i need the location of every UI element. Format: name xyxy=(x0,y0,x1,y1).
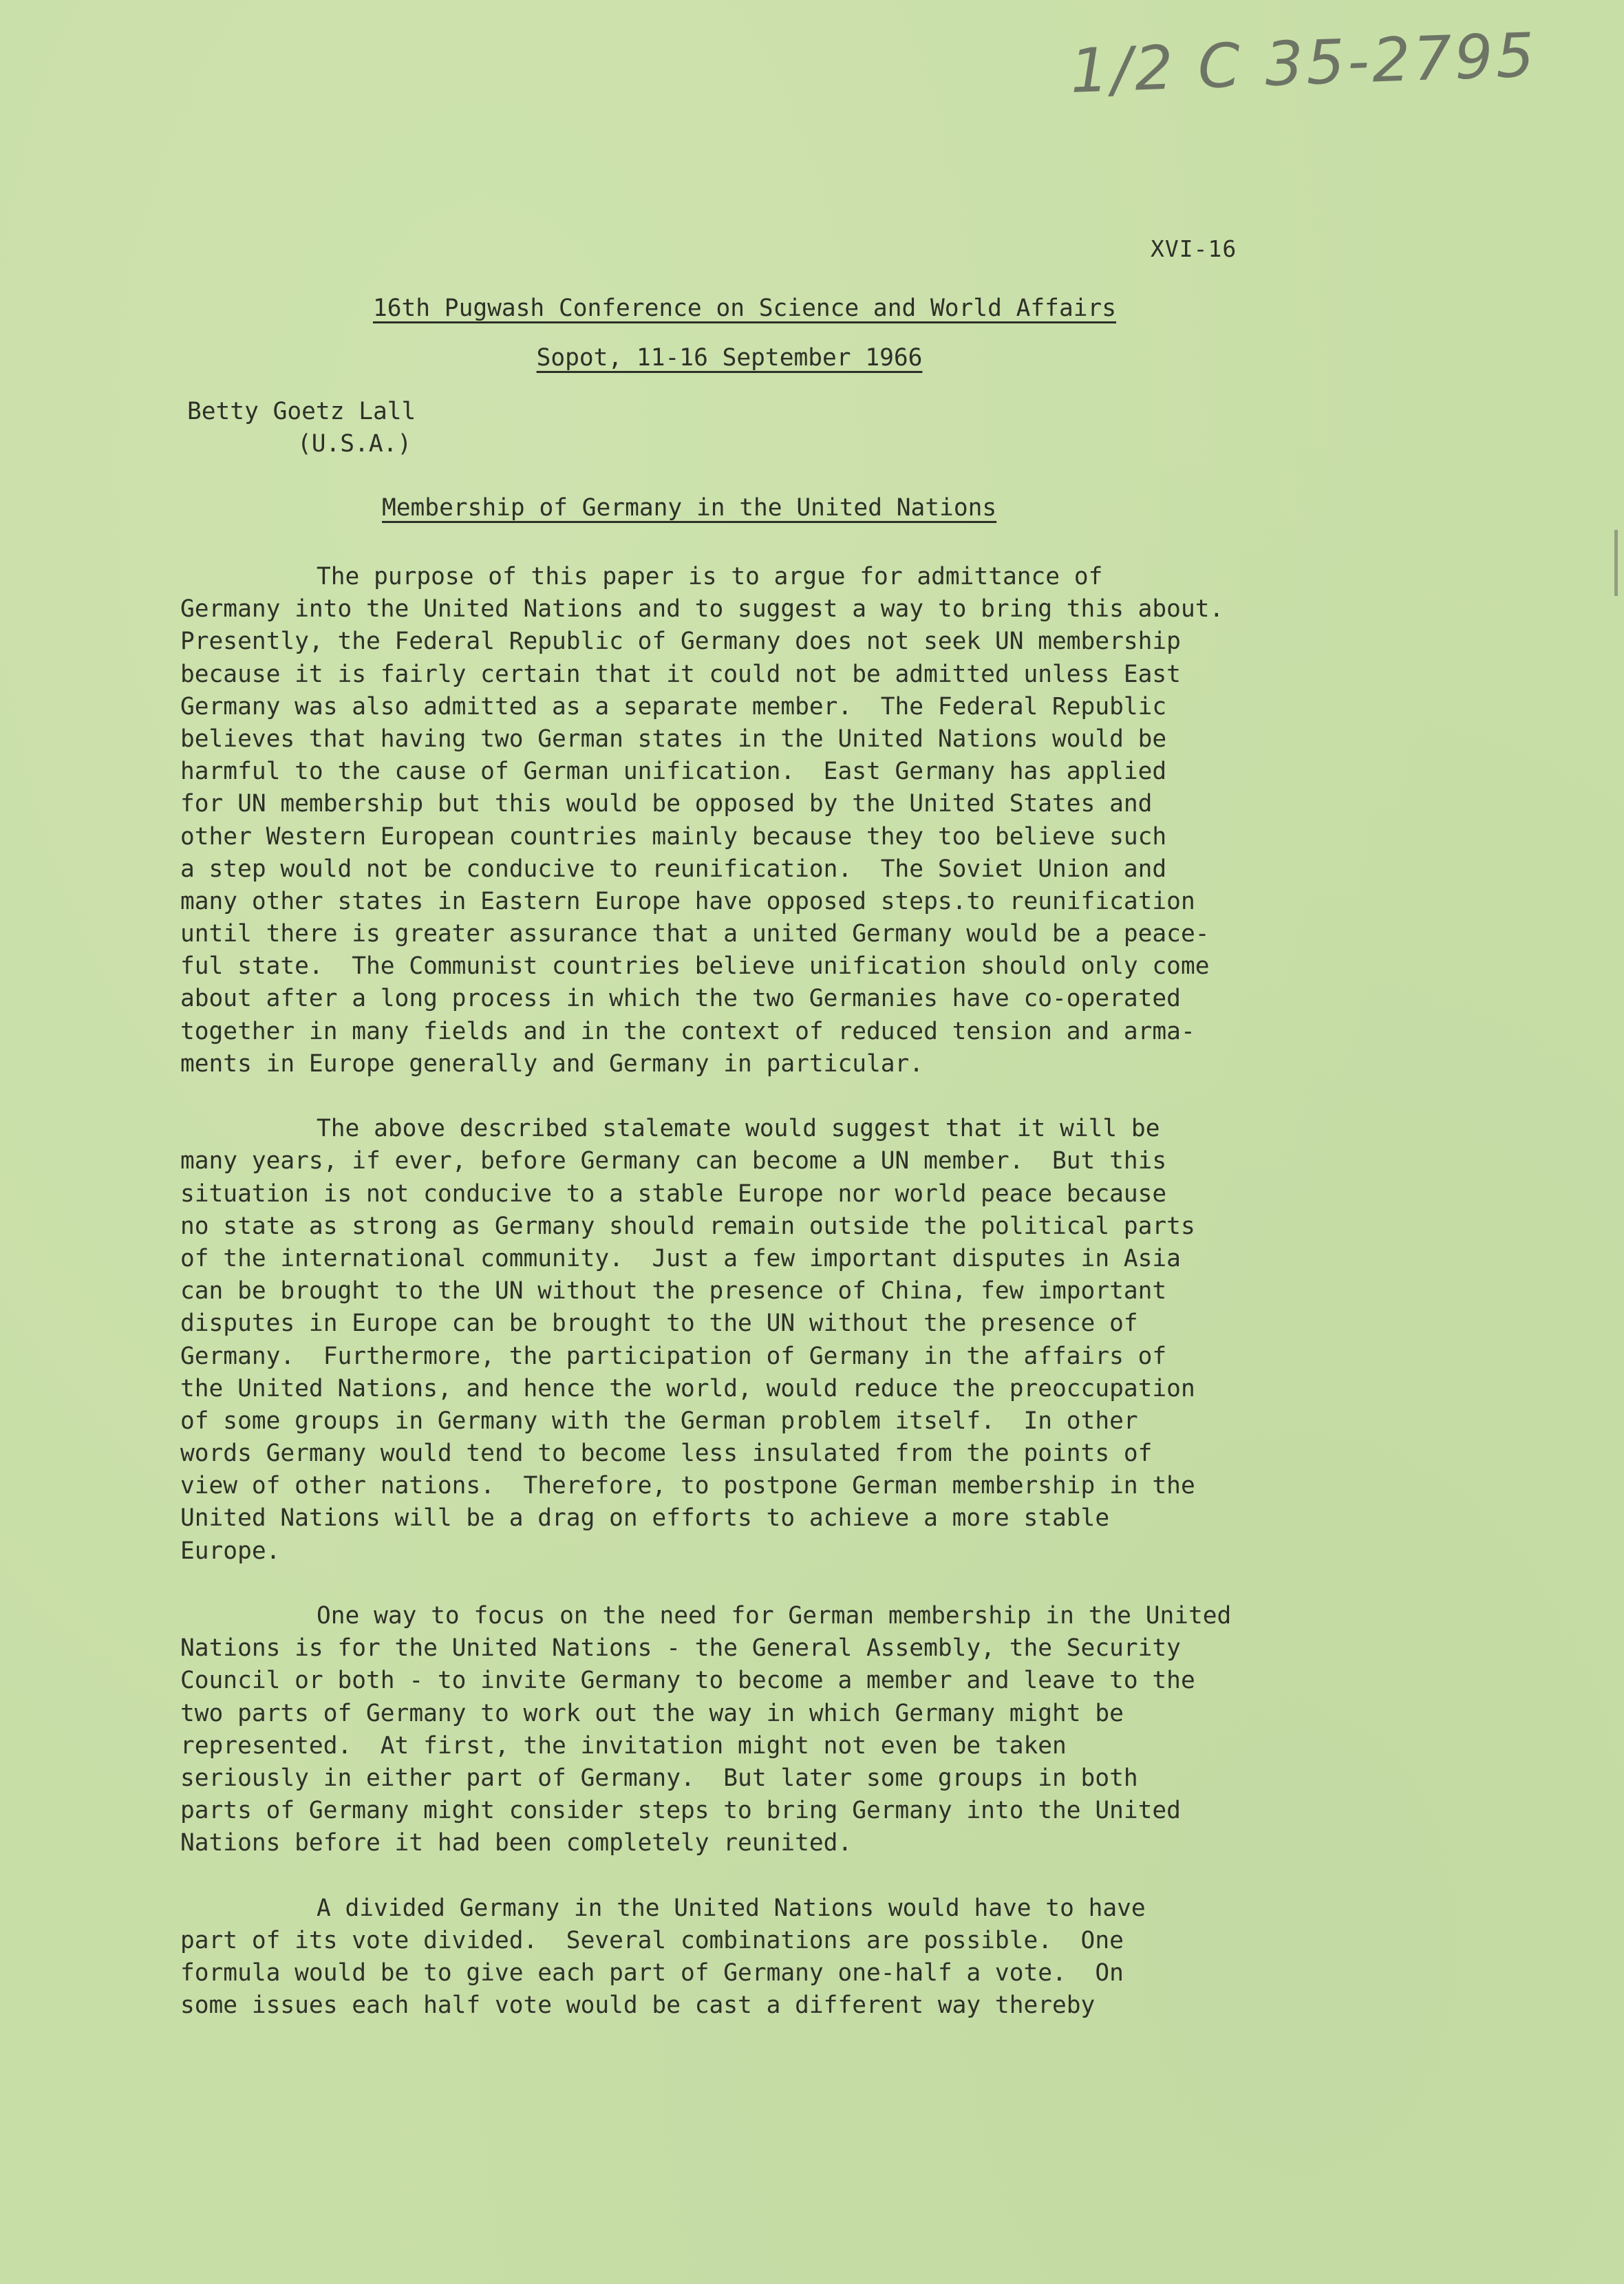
body-paragraph xyxy=(180,1113,1391,1568)
paragraph-line: Nations before it had been completely reunited. xyxy=(180,1829,853,1857)
conference-place-date: Sopot, 11-16 September 1966 xyxy=(536,344,923,372)
handwritten-archive-note: 1/2 C 35-2795 xyxy=(1069,19,1539,107)
paragraph-line: words Germany would tend to become less insulated from the points of xyxy=(180,1440,1153,1468)
paragraph-line: view of other nations. Therefore, to postpone German membership in the xyxy=(180,1472,1195,1500)
paragraph-line: together in many fields and in the context of reduced tension and arma- xyxy=(180,1017,1195,1045)
paragraph-line: believes that having two German states in the United Nations would be xyxy=(180,725,1167,753)
paragraph-line: Presently, the Federal Republic of Germany does not seek UN membership xyxy=(180,628,1181,656)
paragraph-line: the United Nations, and hence the world, would reduce the preoccupation xyxy=(180,1374,1195,1402)
paragraph-line: United Nations will be a drag on efforts to achieve a more stable xyxy=(180,1504,1110,1533)
paragraph-line: because it is fairly certain that it could not be admitted unless East xyxy=(180,660,1181,688)
paragraph-line: many years, if ever, before Germany can become a UN member. But this xyxy=(180,1147,1167,1175)
paragraph-line: many other states in Eastern Europe have opposed steps.to reunification xyxy=(180,887,1195,915)
paragraph-line: formula would be to give each part of Germany one-half a vote. On xyxy=(180,1959,1124,1987)
paragraph-line: situation is not conducive to a stable Europe nor world peace because xyxy=(180,1180,1167,1208)
paragraph-line: part of its vote divided. Several combinations are possible. One xyxy=(180,1926,1124,1954)
paragraph-line: Germany into the United Nations and to suggest a way to bring this about. xyxy=(180,595,1224,623)
paragraph-line: about after a long process in which the two Germanies have co-operated xyxy=(180,985,1181,1013)
author-name: Betty Goetz Lall xyxy=(187,398,416,425)
paragraph-line: seriously in either part of Germany. But later some groups in both xyxy=(180,1764,1138,1792)
paragraph-line: A divided Germany in the United Nations would have to have xyxy=(317,1894,1146,1922)
paragraph-line: other Western European countries mainly because they too believe such xyxy=(180,822,1167,851)
paragraph-line: no state as strong as Germany should remain outside the political parts xyxy=(180,1212,1195,1240)
body-paragraph xyxy=(180,1892,1391,2022)
paragraph-line: two parts of Germany to work out the way in which Germany might be xyxy=(180,1699,1124,1727)
body-paragraph xyxy=(180,1600,1391,1860)
paragraph-line: The above described stalemate would suggest that it will be xyxy=(317,1115,1160,1143)
paragraph-line: until there is greater assurance that a united Germany would be a peace- xyxy=(180,920,1210,948)
paragraph-line: for UN membership but this would be opposed by the United States and xyxy=(180,790,1153,818)
paragraph-line: disputes in Europe can be brought to the UN without the presence of xyxy=(180,1310,1138,1338)
paragraph-line: Council or both - to invite Germany to become a member and leave to the xyxy=(180,1667,1195,1695)
paragraph-line: One way to focus on the need for German membership in the United xyxy=(317,1602,1232,1630)
author-country: (U.S.A.) xyxy=(297,430,412,458)
paragraph-line: Europe. xyxy=(180,1537,281,1565)
paragraph-line: ments in Europe generally and Germany in particular. xyxy=(180,1049,924,1078)
paper-title: Membership of Germany in the United Nations xyxy=(382,494,997,522)
conference-title: 16th Pugwash Conference on Science and World Affairs xyxy=(372,295,1117,322)
body-paragraph xyxy=(180,561,1391,1080)
paragraph-line: parts of Germany might consider steps to bring Germany into the United xyxy=(180,1797,1181,1825)
paragraph-line: Germany was also admitted as a separate member. The Federal Republic xyxy=(180,692,1167,721)
paragraph-line: can be brought to the UN without the presence of China, few important xyxy=(180,1277,1167,1305)
body-text xyxy=(180,561,1391,2055)
paragraph-line: represented. At first, the invitation might not even be taken xyxy=(180,1731,1067,1760)
paragraph-line: Germany. Furthermore, the participation of Germany in the affairs of xyxy=(180,1342,1167,1370)
paragraph-line: ful state. The Communist countries believe unification should only come xyxy=(180,952,1210,981)
paragraph-line: Nations is for the United Nations - the General Assembly, the Security xyxy=(180,1634,1181,1663)
page-edge-mark xyxy=(1614,530,1618,596)
document-code: XVI-16 xyxy=(1151,235,1237,262)
paragraph-line: harmful to the cause of German unification. East Germany has applied xyxy=(180,758,1167,786)
author-block xyxy=(187,396,416,460)
paragraph-line: some issues each half vote would be cast a different way thereby xyxy=(180,1992,1096,2020)
paragraph-line: The purpose of this paper is to argue for admittance of xyxy=(317,563,1103,590)
paragraph-line: a step would not be conducive to reunification. The Soviet Union and xyxy=(180,855,1167,883)
paragraph-line: of the international community. Just a few important disputes in Asia xyxy=(180,1244,1181,1272)
paragraph-line: of some groups in Germany with the German problem itself. In other xyxy=(180,1407,1138,1435)
